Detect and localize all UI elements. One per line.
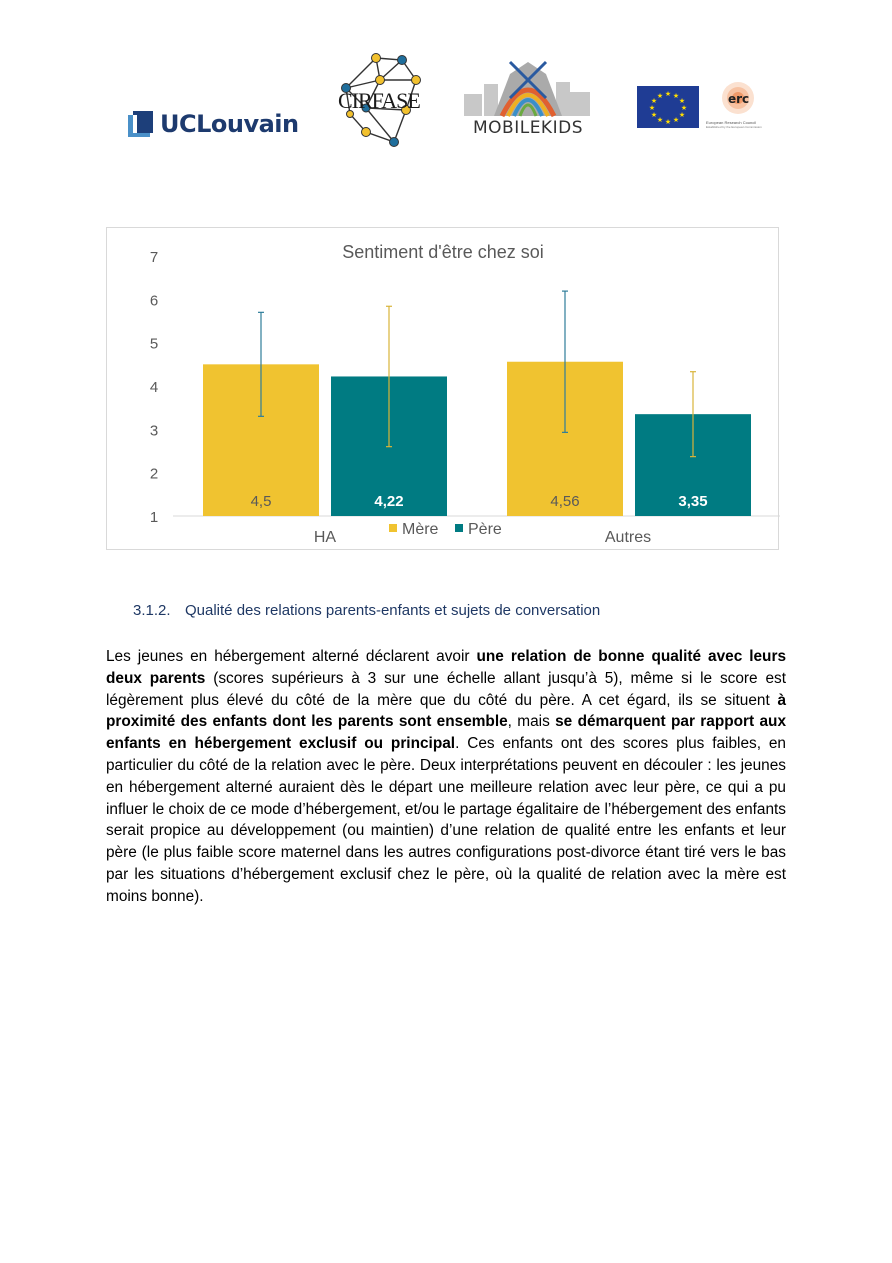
legend-label: Mère <box>402 521 439 538</box>
mobilekids-emblem-icon <box>458 54 598 118</box>
text-run: . Ces enfants ont des scores plus faibles, en particulier du côté de la relation avec le père. Deux interprétations peuvent en découler : les jeunes en hébergement alterné auraient dès le départ une meilleure relation avec leur père, ce qui a pu influer le choix de ce mode d’hébergement, et/ou le partage égalitaire de l’hébergement des enfants serait propice au développement (ou maintien) d’une relation de qualité entre les enfants et leur père (le plus faible score maternel dans les autres configurations post-divorce étant tiré vers le bas par les situations d’hébergement exclusif chez le père, où la qualité de relation avec la mère est moins bonne). <box>106 735 786 905</box>
y-tick-label: 7 <box>149 249 159 266</box>
chart-canvas <box>107 228 780 551</box>
cirfase-logo-text: CIRFASE <box>338 88 420 113</box>
y-tick-label: 2 <box>149 465 159 483</box>
data-label: 4,56 <box>550 493 580 510</box>
legend-swatch <box>455 524 463 532</box>
y-axis <box>150 249 158 526</box>
chart-title: Sentiment d'être chez soi <box>342 242 544 262</box>
y-tick-label: 1 <box>149 509 159 526</box>
svg-text:★: ★ <box>650 111 658 119</box>
text-run: Les jeunes en hébergement alterné déclarent avoir <box>106 648 477 665</box>
eu-flag-icon <box>637 86 699 128</box>
bold-text-run: se démarquent par rapport aux enfants en hébergement exclusif ou principal <box>106 713 786 753</box>
svg-text:★: ★ <box>672 116 680 124</box>
y-tick-label: 4 <box>149 379 159 396</box>
legend-label: Père <box>468 521 502 538</box>
svg-text:★: ★ <box>678 111 686 119</box>
body-paragraph <box>106 646 786 908</box>
y-tick-label: 6 <box>149 292 159 310</box>
x-tick-label: HA <box>313 529 337 546</box>
x-tick-label: Autres <box>604 529 652 546</box>
svg-text:★: ★ <box>680 104 688 112</box>
data-label: 4,22 <box>374 493 404 510</box>
mobilekids-logo-text: MOBILEKIDS <box>473 118 583 138</box>
svg-text:★: ★ <box>678 97 686 105</box>
text-run: , mais <box>507 713 556 731</box>
cirfase-logo <box>336 50 430 150</box>
uclouvain-logo-text: UCLouvain <box>160 110 299 138</box>
uclouvain-mark-icon <box>128 111 154 137</box>
legend-swatch <box>389 524 397 532</box>
svg-text:★: ★ <box>656 116 664 124</box>
erc-logo-text: erc <box>728 92 750 106</box>
y-tick-label: 5 <box>149 335 159 353</box>
erc-subtitle: European Research Council <box>706 120 757 125</box>
svg-text:★: ★ <box>656 92 664 100</box>
mobilekids-logo <box>458 54 598 144</box>
svg-text:★: ★ <box>664 90 672 98</box>
logo-strip <box>0 0 892 160</box>
data-label: 4,5 <box>250 493 272 510</box>
section-number: 3.1.2. <box>133 602 171 619</box>
y-tick-label: 3 <box>149 422 159 440</box>
svg-text:★: ★ <box>664 118 672 126</box>
bar-chart <box>106 227 779 550</box>
section-title: Qualité des relations parents-enfants et sujets de conversation <box>185 602 601 619</box>
uclouvain-logo <box>128 108 299 140</box>
text-run: (scores supérieurs à 3 sur une échelle allant jusqu’à 5), même si le score est légèrement plus élevé du côté de la mère que du côté du père. A cet égard, ils se situent <box>106 669 786 709</box>
svg-text:★: ★ <box>672 92 680 100</box>
svg-text:★: ★ <box>648 104 656 112</box>
svg-text:★: ★ <box>650 97 658 105</box>
bold-text-run: une relation de bonne qualité avec leurs deux parents <box>106 648 787 687</box>
erc-subtitle-2: Established by the European Commission <box>706 125 762 129</box>
data-label: 3,35 <box>678 493 708 510</box>
legend <box>389 521 502 538</box>
erc-logo <box>704 78 776 138</box>
section-heading <box>133 602 773 619</box>
bold-text-run: à proximité des enfants dont les parents sont ensemble <box>106 691 786 731</box>
bars-group <box>203 291 751 516</box>
